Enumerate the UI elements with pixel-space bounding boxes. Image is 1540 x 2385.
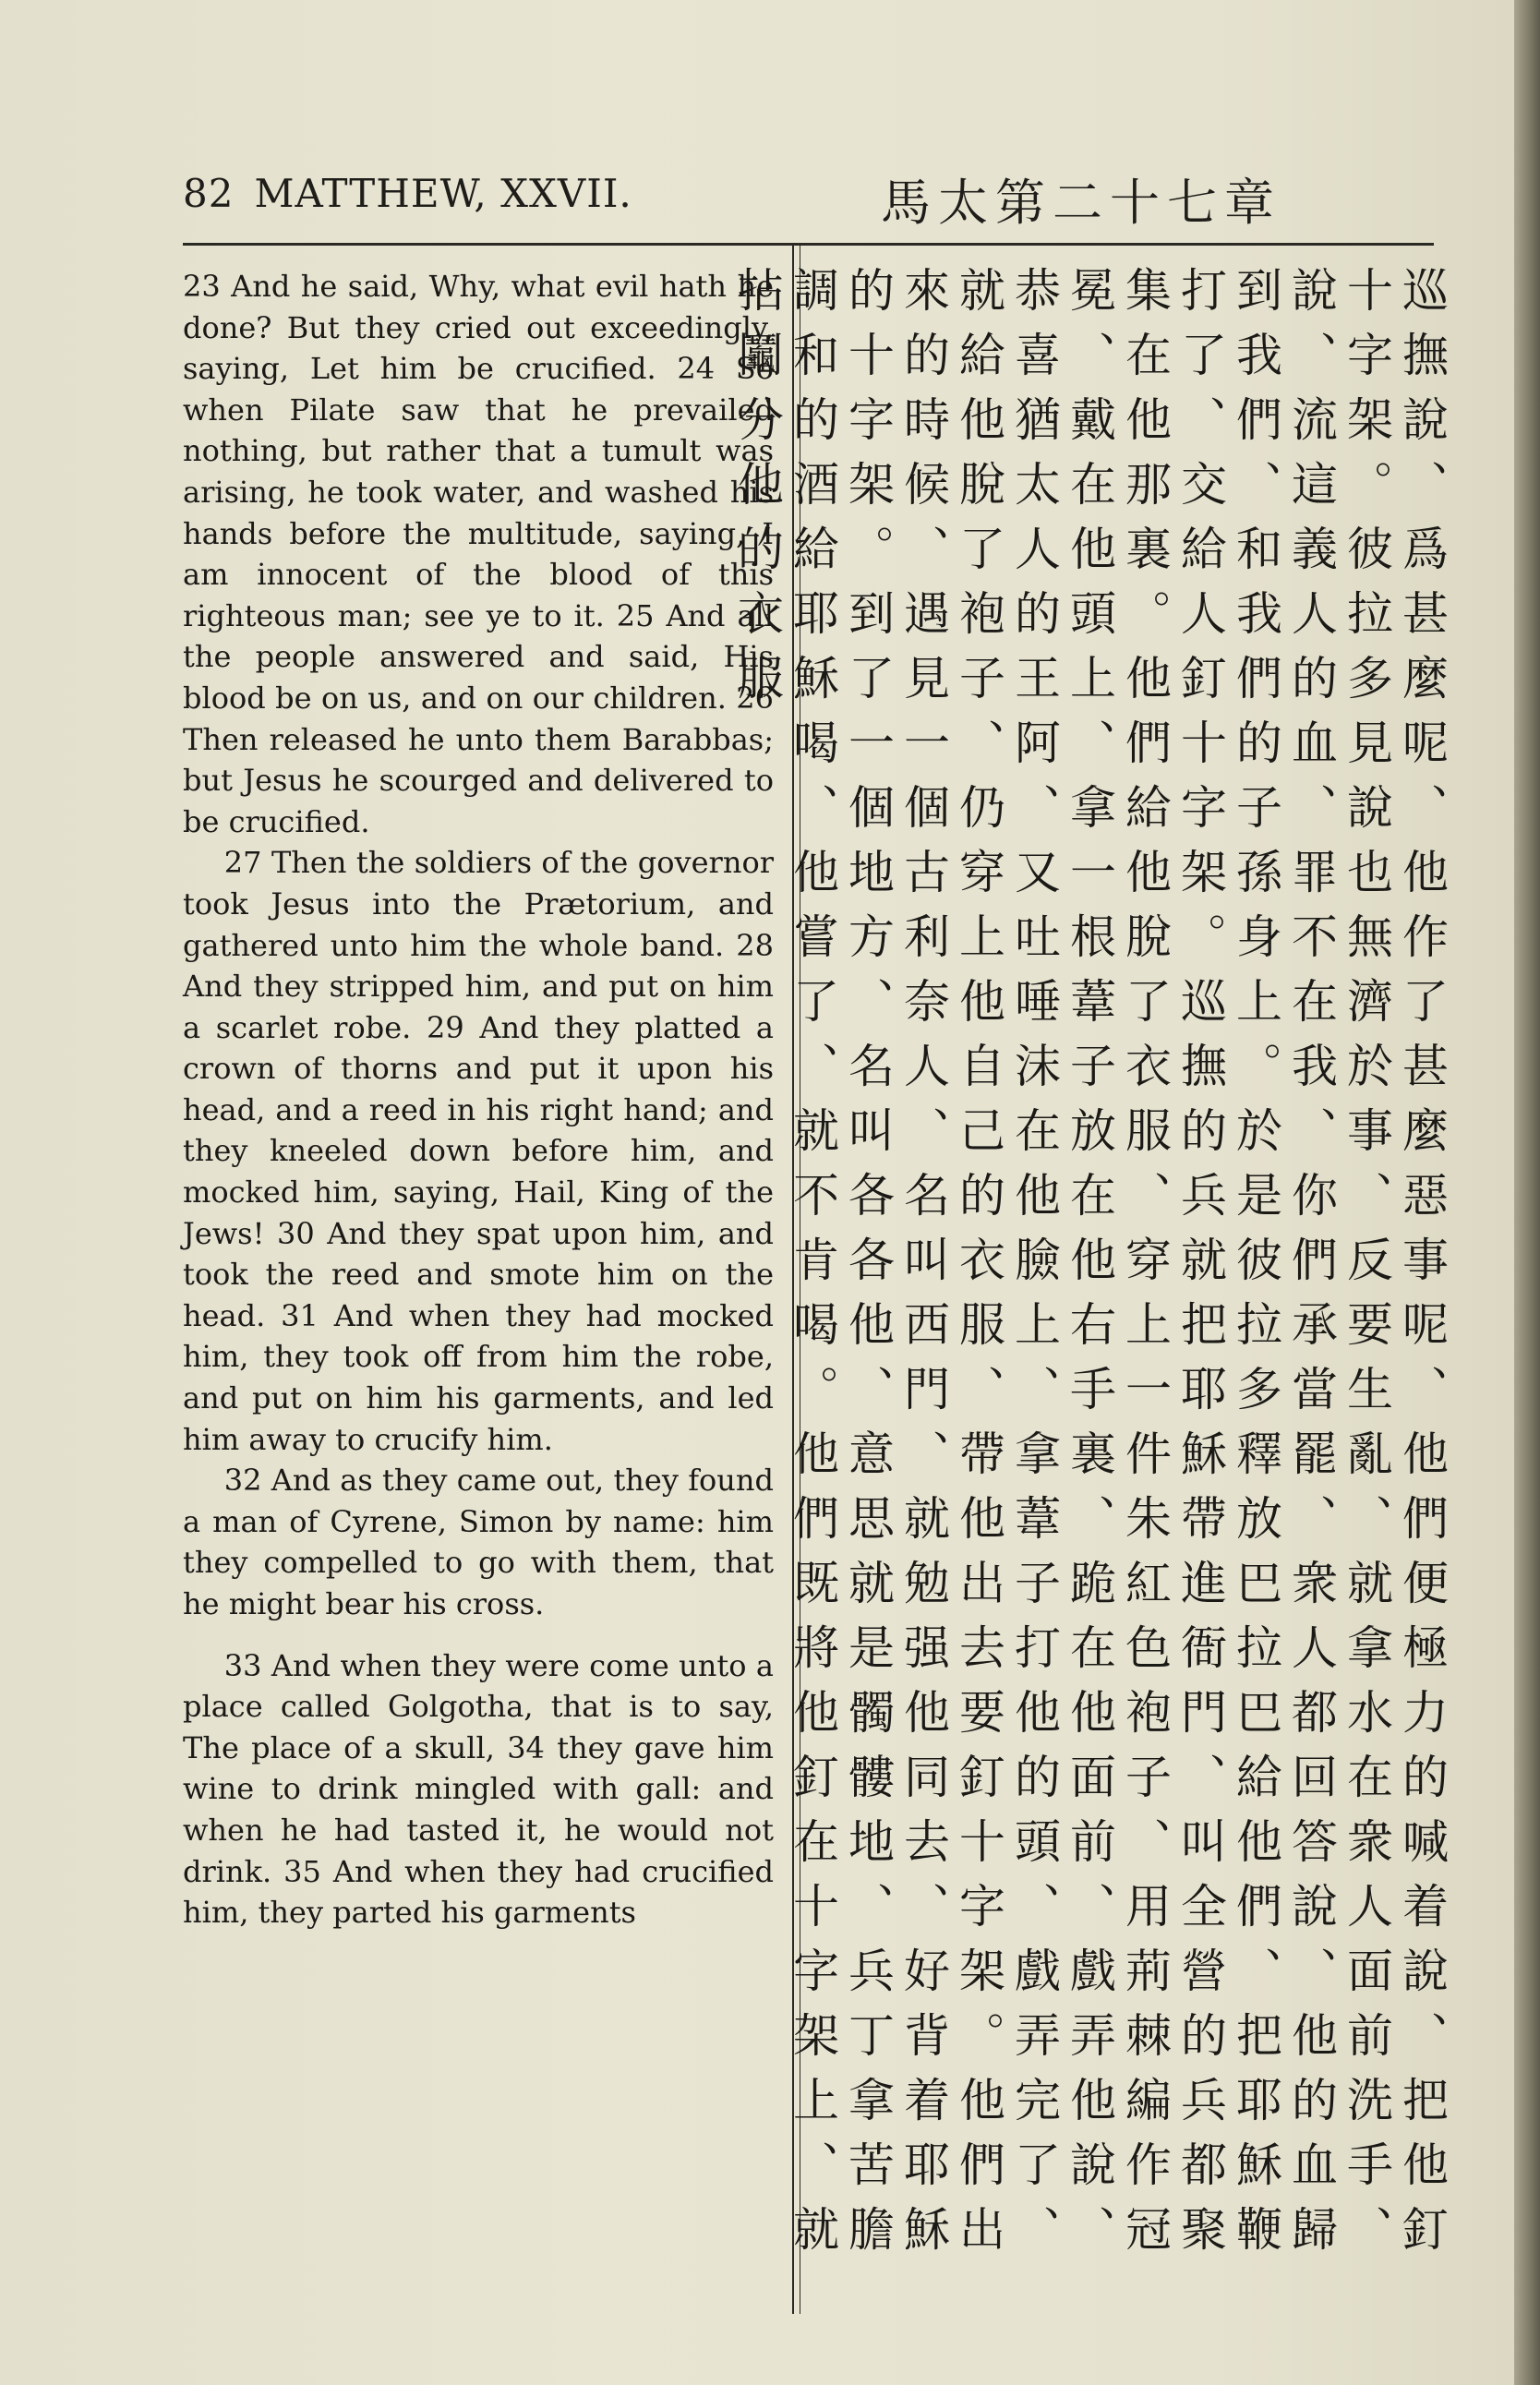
chinese-text-column: 打了、交給人釘十字架。巡撫的兵就把耶穌帶進衙門、叫全營的兵都聚	[1173, 266, 1227, 2270]
chinese-column	[730, 266, 1449, 2307]
chinese-text-column: 到我們、和我們的子孫身上。於是彼拉多釋放巴拉巴給他們、把耶穌鞭	[1229, 266, 1282, 2270]
chinese-text-column: 調和的酒給耶穌喝、他嘗了、就不肯喝。他們既將他釘在十字架上、就	[786, 266, 839, 2270]
english-column	[183, 266, 774, 1933]
header-rule	[183, 243, 1434, 246]
english-paragraph: 33 And when they were come unto a place called Golgotha, that is to say, The place of a skull, 34 they gave him wine to drink mingled with gall: and when he had tasted it, he would not drink. 35 And when they had crucified him, they parted his garments	[183, 1647, 774, 1931]
english-paragraph: 23 And he said, Why, what evil hath he done? But they cried out exceedingly, saying, Let him be crucified. 24 So when Pilate saw that he prevailed nothing, but rather that a tumult was arising, he took water, and washed his hands before the multitude, saying, I am innocent of the blood of this righteous man; see ye to it. 25 And all the people answered and said, His blood be on us, and on our children. 26 Then released he unto them Barabbas; but Jesus he scourged and delivered to be crucified.	[183, 269, 774, 839]
show-through-left	[138, 277, 175, 2031]
chinese-text-column: 恭喜猶太人的王阿、又吐唾沫在他臉上、拿葦子打他的頭、戲弄完了、	[1007, 266, 1061, 2270]
page-edge-shadow	[1514, 0, 1540, 2385]
english-paragraph: 32 And as they came out, they found a man of Cyrene, Simon by name: him they compelled to go with them, that he might bear his cross.	[183, 1463, 774, 1621]
running-head	[183, 162, 1281, 235]
chinese-text-column: 十字架。彼拉多見說也無濟於事、反要生亂、就拿水在衆人面前洗手、	[1340, 266, 1393, 2270]
chinese-text-column: 拈鬮分他的衣服	[730, 266, 784, 718]
english-paragraph: 27 Then the soldiers of the governor took Jesus into the Prætorium, and gathered unto him the whole band. 28 And they stripped him, and put on him a scarlet robe. 29 And they platted a crown of thorns and put it upon his head, and a reed in his right hand; and they kneeled down before him, and mocked him, saying, Hail, King of the Jews! 30 And they spat upon him, and took the reed and smote him on the head. 31 And when they had mocked him, they took off from him the robe, and put on him his garments, and led him away to crucify him.	[183, 845, 774, 1457]
chinese-text-column: 集在他那裏。他們給他脫了衣服、穿上一件朱紅色袍子、用荊棘編作冠	[1118, 266, 1172, 2270]
chinese-text-column: 來的時候、遇見一個古利奈人、名叫西門、就勉强他同去、好背着耶穌	[896, 266, 950, 2270]
chinese-text-column: 說、流這義人的血、罪不在我、你們承當罷、衆人都回答說、他的血歸	[1284, 266, 1338, 2270]
chinese-text-column: 冕、戴在他頭上、拿一根葦子放在他右手裏、跪在他面前、戲弄他說、	[1063, 266, 1116, 2270]
chinese-text-column: 的十字架。到了一個地方、名叫各各他、意思就是髑髏地、兵丁拿苦膽	[841, 266, 895, 2270]
page-number: 82	[183, 171, 235, 216]
chinese-running-title: 馬太第二十七章	[881, 174, 1281, 232]
chinese-text-column: 就給他脫了袍子、仍穿上他自己的衣服、帶他出去要釘十字架。他們出	[952, 266, 1005, 2270]
paragraph-gap	[183, 1625, 774, 1645]
chinese-text-column: 巡撫說、爲甚麼呢、他作了甚麼惡事呢、他們便極力的喊着說、把他釘	[1395, 266, 1449, 2270]
running-title: MATTHEW, XXVII.	[254, 171, 632, 216]
running-head-left	[183, 171, 632, 216]
